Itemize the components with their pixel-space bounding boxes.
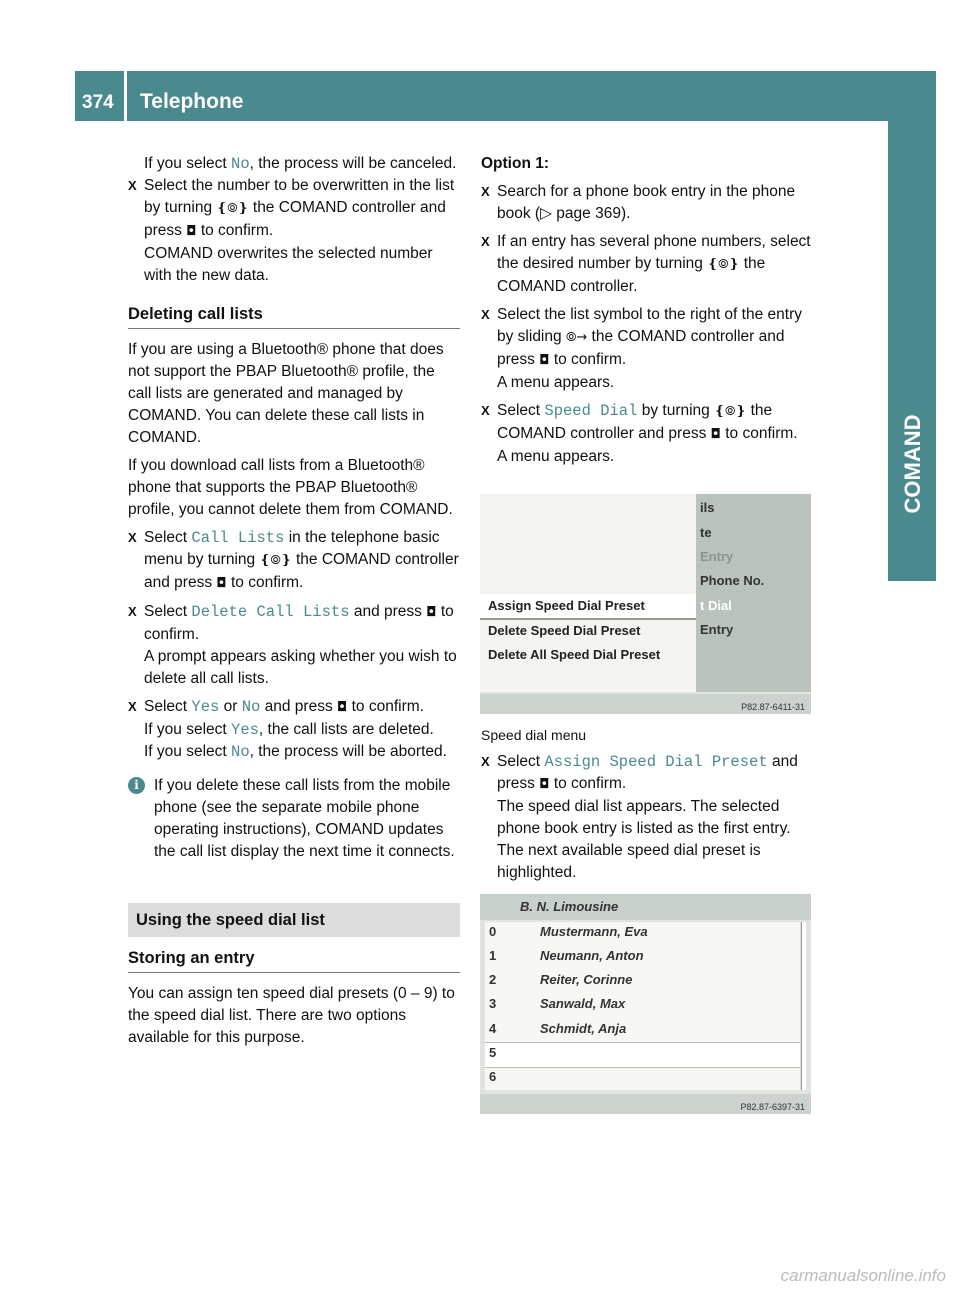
preset-number: 1: [489, 948, 497, 963]
speed-dial-list-screenshot: [480, 894, 811, 1114]
info-icon: i: [128, 777, 145, 794]
section-band-speed-dial: Using the speed dial list: [128, 903, 460, 937]
menu-right-item: te: [700, 525, 712, 540]
step-delete-call-lists: X Select Delete Call Lists and press ◘ to confirm.: [128, 601, 460, 646]
preset-number: 4: [489, 1021, 497, 1036]
chapter-title: Telephone: [140, 90, 244, 113]
step-overwrite: X Select the number to be overwritten in the list by turning ❴⦾❵ the COMAND controller and press ◘ to confirm.: [128, 175, 460, 243]
image-code: P82.87-6411-31: [741, 702, 805, 712]
speed-dial-menu-screenshot: [480, 494, 811, 714]
menu-right-item: Phone No.: [700, 573, 765, 588]
step-search-phonebook: X Search for a phone book entry in the phone book (▷ page 369).: [481, 181, 813, 225]
step-yes-no: X Select Yes or No and press ◘ to confirm.: [128, 696, 460, 719]
speed-dial-result: The speed dial list appears. The selected phone book entry is listed as the first entry. The next available speed dial preset is highlighted.: [497, 798, 791, 881]
step-list-symbol: X Select the list symbol to the right of the entry by sliding ⦾→ the COMAND controller and press ◘ to confirm.: [481, 304, 813, 372]
right-column: [481, 153, 813, 468]
preset-name: Reiter, Corinne: [540, 972, 633, 987]
preset-number: 6: [489, 1069, 497, 1084]
info-note: i If you delete these call lists from the mobile phone (see the separate mobile phone operating instructions), COMAND updates the call list display the next time it connects.: [128, 775, 460, 863]
highlighted-row: [485, 1042, 800, 1068]
page-number: 374: [82, 92, 114, 113]
preset-number: 3: [489, 996, 497, 1011]
option-heading: Option 1:: [481, 155, 550, 172]
menu-appears-2: A menu appears.: [497, 448, 615, 465]
side-label: COMAND: [900, 414, 925, 514]
preset-name: Neumann, Anton: [540, 948, 644, 963]
overwrite-result: COMAND overwrites the selected number with the new data.: [144, 245, 433, 284]
menu-item-delete-all: Delete All Speed Dial Preset: [488, 647, 661, 662]
no-result: If you select No, the process will be aborted.: [144, 743, 447, 761]
yes-result: If you select Yes, the call lists are deleted.: [144, 721, 434, 739]
menu-right-item: Entry: [700, 549, 734, 564]
right-column-lower: [481, 751, 813, 884]
menu-item-delete: Delete Speed Dial Preset: [488, 623, 641, 638]
prompt-result: A prompt appears asking whether you wish to delete all call lists.: [144, 648, 457, 687]
storing-paragraph: You can assign ten speed dial presets (0 – 9) to the speed dial list. There are two options available for this purpose.: [128, 985, 455, 1046]
menu-right-item: ils: [700, 500, 715, 515]
menu-right-item: t Dial: [700, 598, 732, 613]
delete-paragraph-2: If you download call lists from a Bluetooth® phone that supports the PBAP Bluetooth® profile, you cannot delete them from COMAND.: [128, 457, 453, 518]
preset-number: 5: [489, 1045, 497, 1060]
heading-deleting-call-lists: Deleting call lists: [128, 303, 460, 329]
heading-storing-entry: Storing an entry: [128, 947, 460, 973]
figure-caption: Speed dial menu: [481, 727, 587, 743]
watermark: carmanualsonline.info: [780, 1266, 946, 1285]
menu-right-item: Entry: [700, 622, 734, 637]
preset-number: 2: [489, 972, 497, 987]
menu-right-panel: [696, 494, 811, 692]
step-speed-dial: X Select Speed Dial by turning ❴⦾❵ the COMAND controller and press ◘ to confirm.: [481, 400, 813, 446]
header-divider: [124, 71, 127, 121]
menu-appears-1: A menu appears.: [497, 374, 615, 391]
side-tab: [888, 71, 936, 581]
cancel-note: If you select No, the process will be canceled.: [144, 155, 457, 173]
preset-name: Sanwald, Max: [540, 996, 626, 1011]
step-assign-preset: X Select Assign Speed Dial Preset and press ◘ to confirm.: [481, 751, 813, 796]
step-select-call-lists: X Select Call Lists in the telephone basic menu by turning ❴⦾❵ the COMAND controller and press ◘ to confirm.: [128, 527, 460, 595]
delete-paragraph-1: If you are using a Bluetooth® phone that does not support the PBAP Bluetooth® profile, the call lists are generated and managed by COMAND. You can delete these call lists in COMAND.: [128, 341, 444, 446]
menu-left-panel: [480, 494, 696, 692]
image-code: P82.87-6397-31: [740, 1102, 805, 1112]
scrollbar: [801, 922, 806, 1090]
left-column: [128, 153, 460, 1049]
top-entry: B. N. Limousine: [520, 899, 619, 914]
preset-number: 0: [489, 924, 497, 939]
preset-name: Mustermann, Eva: [540, 924, 648, 939]
step-select-number: X If an entry has several phone numbers, select the desired number by turning ❴⦾❵ the COMAND controller.: [481, 231, 813, 298]
menu-item-assign: Assign Speed Dial Preset: [488, 598, 645, 613]
preset-name: Schmidt, Anja: [540, 1021, 627, 1036]
